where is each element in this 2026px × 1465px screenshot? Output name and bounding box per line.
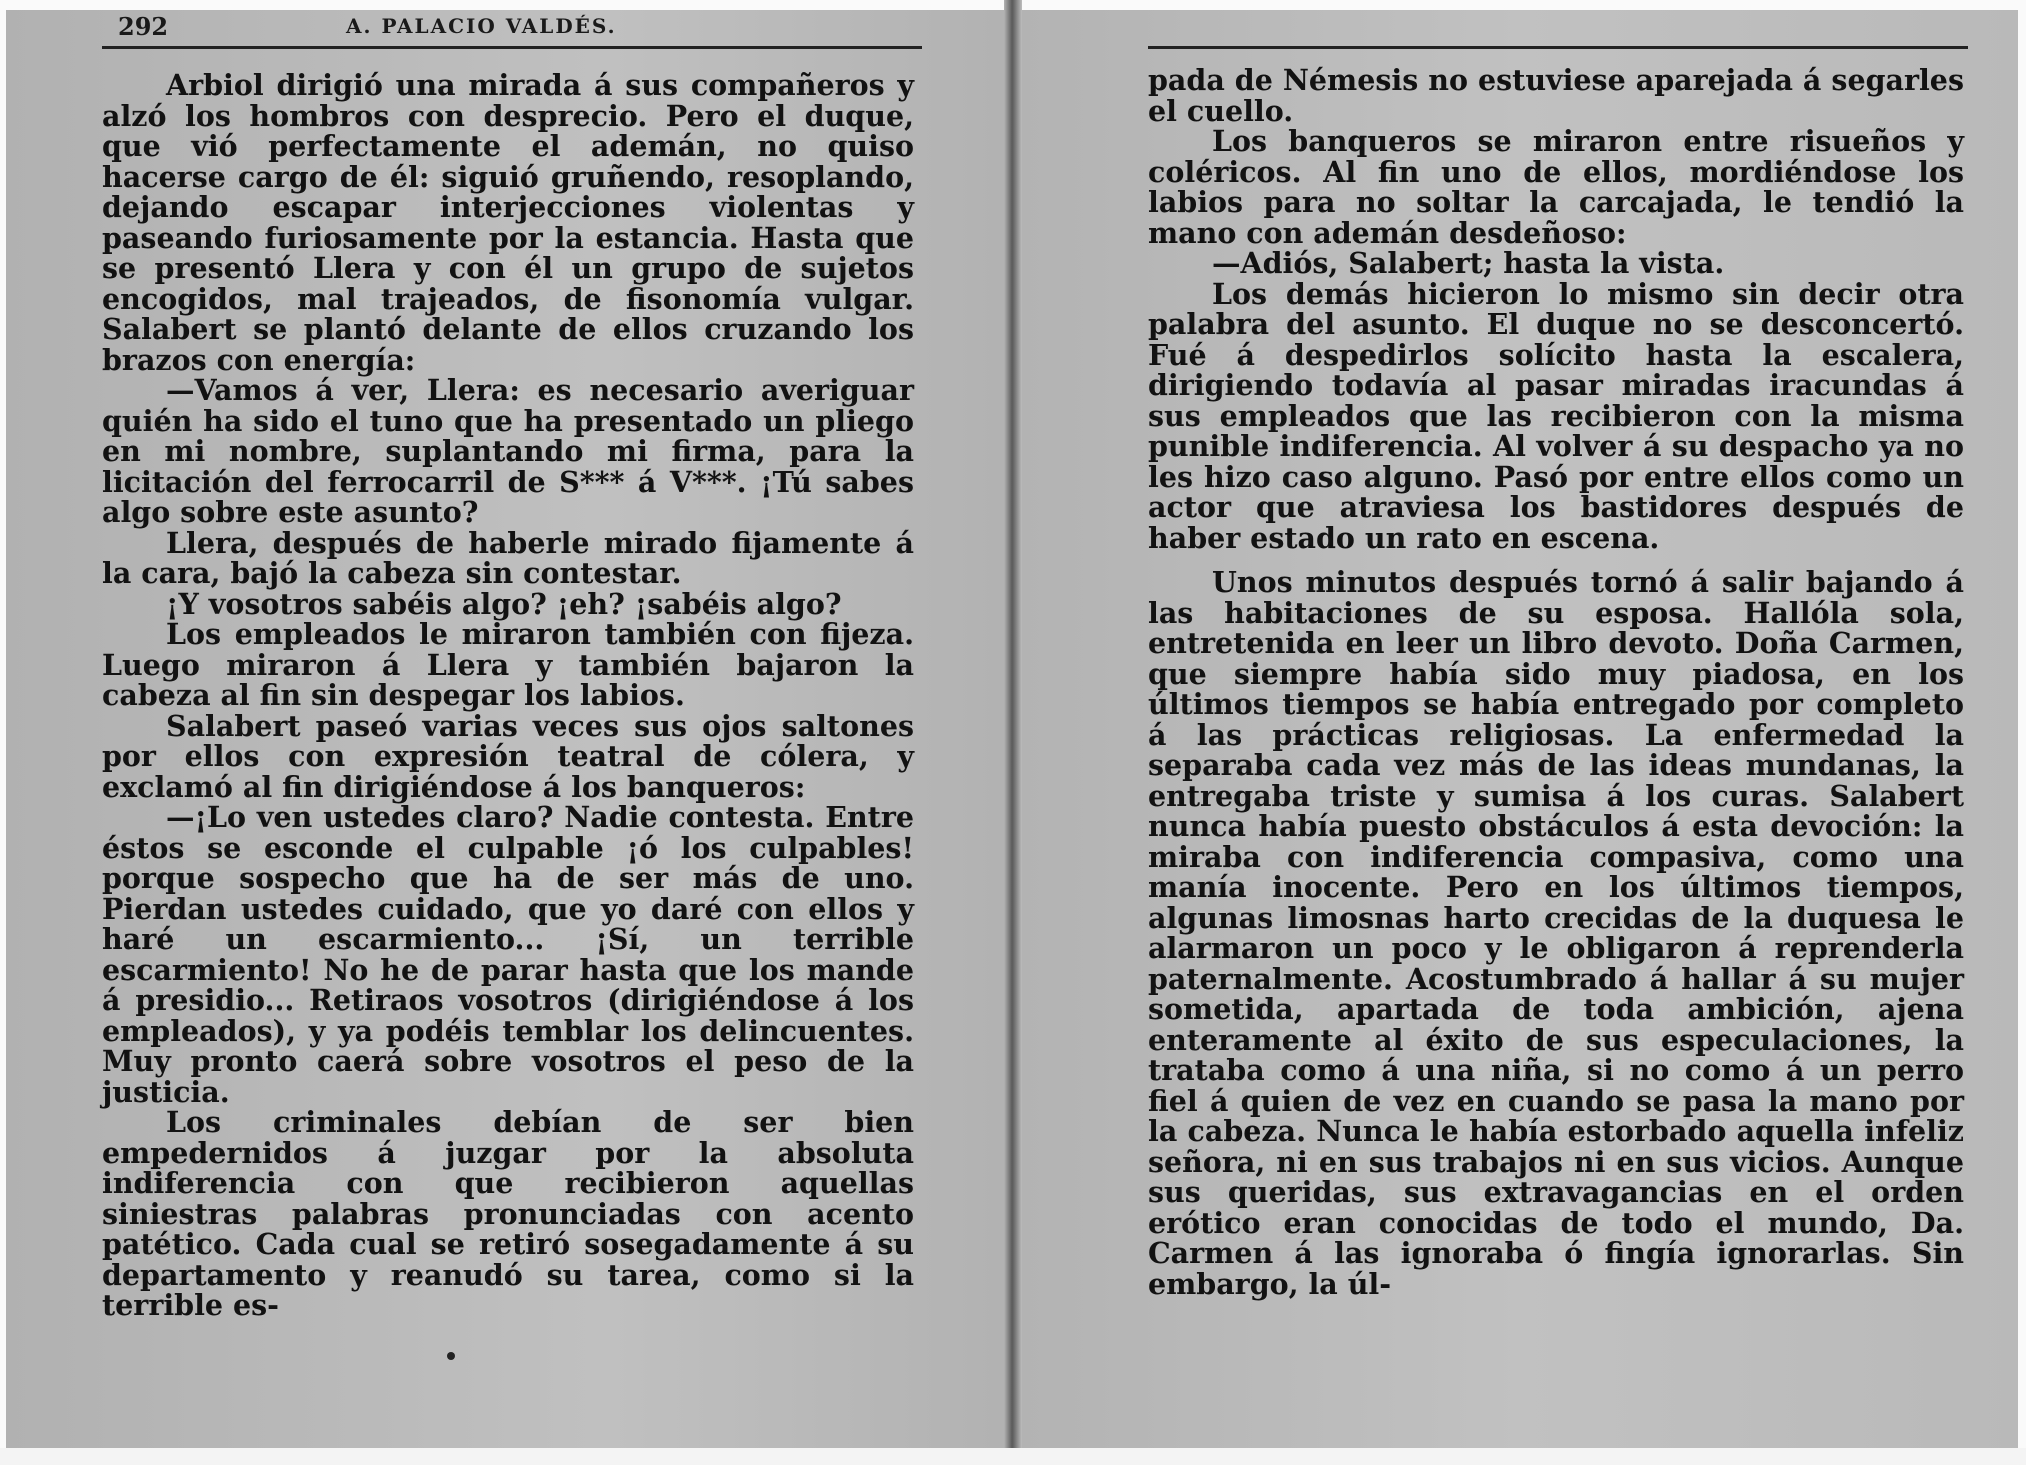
- paragraph: Los empleados le miraron también con fijeza. Luego miraron á Llera y también bajaron la cabeza al fin sin despegar los labios.: [102, 617, 914, 712]
- book-gutter: [1004, 0, 1022, 1465]
- paragraph: Salabert paseó varias veces sus ojos saltones por ellos con expresión teatral de cólera, y exclamó al fin dirigiéndose á los banqueros:: [102, 708, 914, 804]
- paragraph: —¡Lo ven ustedes claro? Nadie contesta. Entre éstos se esconde el culpable ¡ó los culpables! porque sospecho que ha de ser más de uno. Pierdan ustedes cuidado, que yo daré con ellos y haré un escarmiento... ¡Sí, un terrible escarmiento! No he de parar hasta que los mande á presidio... Retiraos vosotros (dirigiéndose á los empleados), y ya podéis temblar los delincuentes. Muy pronto caerá sobre vosotros el peso de la justicia.: [102, 800, 914, 1109]
- right-page-header: [1148, 10, 1968, 49]
- right-page-body: [1148, 65, 1964, 1299]
- ink-speck: [447, 1352, 455, 1360]
- running-head: A. PALACIO VALDÉS.: [346, 14, 617, 38]
- paragraph: —Adiós, Salabert; hasta la vista.: [1212, 246, 1725, 280]
- paragraph: Arbiol dirigió una mirada á sus compañeros y alzó los hombros con desprecio. Pero el duque, que vió perfectamente el ademán, no quiso hacerse cargo de él: siguió gruñendo, resoplando, dejando escapar interjecciones violentas y paseando furiosamente por la estancia. Hasta que se presentó Llera y con él un grupo de sujetos encogidos, mal trajeados, de fisonomía vulgar. Salabert se plantó delante de ellos cruzando los brazos con energía:: [102, 68, 914, 377]
- paragraph: pada de Némesis no estuviese aparejada á segarles el cuello.: [1148, 63, 1964, 128]
- paragraph: Los demás hicieron lo mismo sin decir otra palabra del asunto. El duque no se desconcertó. Fué á despedirlos solícito hasta la escalera, dirigiendo todavía al pasar miradas iracundas á sus empleados que las recibieron con la misma punible indiferencia. Al volver á su despacho ya no les hizo caso alguno. Pasó por entre ellos como un actor que atraviesa los bastidores después de haber estado un rato en escena.: [1148, 276, 1964, 555]
- paragraph: Los banqueros se miraron entre risueños y coléricos. Al fin uno de ellos, mordiéndose los labios para no soltar la carcajada, le tendió la mano con ademán desdeñoso:: [1148, 124, 1964, 250]
- scan-bottom-edge: [0, 1448, 2026, 1465]
- right-page: [1022, 10, 2018, 1450]
- paragraph: ¡Y vosotros sabéis algo? ¡eh? ¡sabéis algo?: [166, 586, 842, 621]
- paragraph: —Vamos á ver, Llera: es necesario averiguar quién ha sido el tuno que ha presentado un pliego en mi nombre, suplantando mi firma, para la licitación del ferrocarril de S*** á V***. ¡Tú sabes algo sobre este asunto?: [102, 373, 914, 529]
- left-page: [6, 10, 1004, 1450]
- left-page-body: [102, 70, 914, 1321]
- paragraph: Los criminales debían de ser bien empedernidos á juzgar por la absoluta indiferencia con que recibieron aquellas siniestras palabras pronunciadas con acento patético. Cada cual se retiró sosegadamente á su departamento y reanudó su tarea, como si la terrible es-: [102, 1105, 914, 1322]
- paragraph: Unos minutos después tornó á salir bajando á las habitaciones de su esposa. Hallóla sola, entretenida en leer un libro devoto. Doña Carmen, que siempre había sido muy piadosa, en los últimos tiempos se había entregado por completo á las prácticas religiosas. La enfermedad la separaba cada vez más de las ideas mundanas, la entregaba triste y sumisa á los curas. Salabert nunca había puesto obstáculos á esta devoción: la miraba con indiferencia compasiva, como una manía inocente. Pero en los últimos tiempos, algunas limosnas harto crecidas de la duquesa le alarmaron un poco y le obligaron á reprenderla paternalmente. Acostumbrado á hallar á su mujer sometida, apartada de toda ambición, ajena enteramente al éxito de sus especulaciones, la trataba como á una niña, si no como á un perro fiel á quien de vez en cuando se pasa la mano por la cabeza. Nunca le había estorbado aquella infeliz señora, ni en sus trabajos ni en sus vicios. Aunque sus queridas, sus extravagancias en el orden erótico eran conocidas de todo el mundo, Da. Carmen á las ignoraba ó fingía ignorarlas. Sin embargo, la úl-: [1148, 565, 1964, 1301]
- page-number: 292: [118, 12, 169, 41]
- left-page-header: [102, 10, 922, 49]
- paragraph: Llera, después de haberle mirado fijamente á la cara, bajó la cabeza sin contestar.: [102, 525, 914, 590]
